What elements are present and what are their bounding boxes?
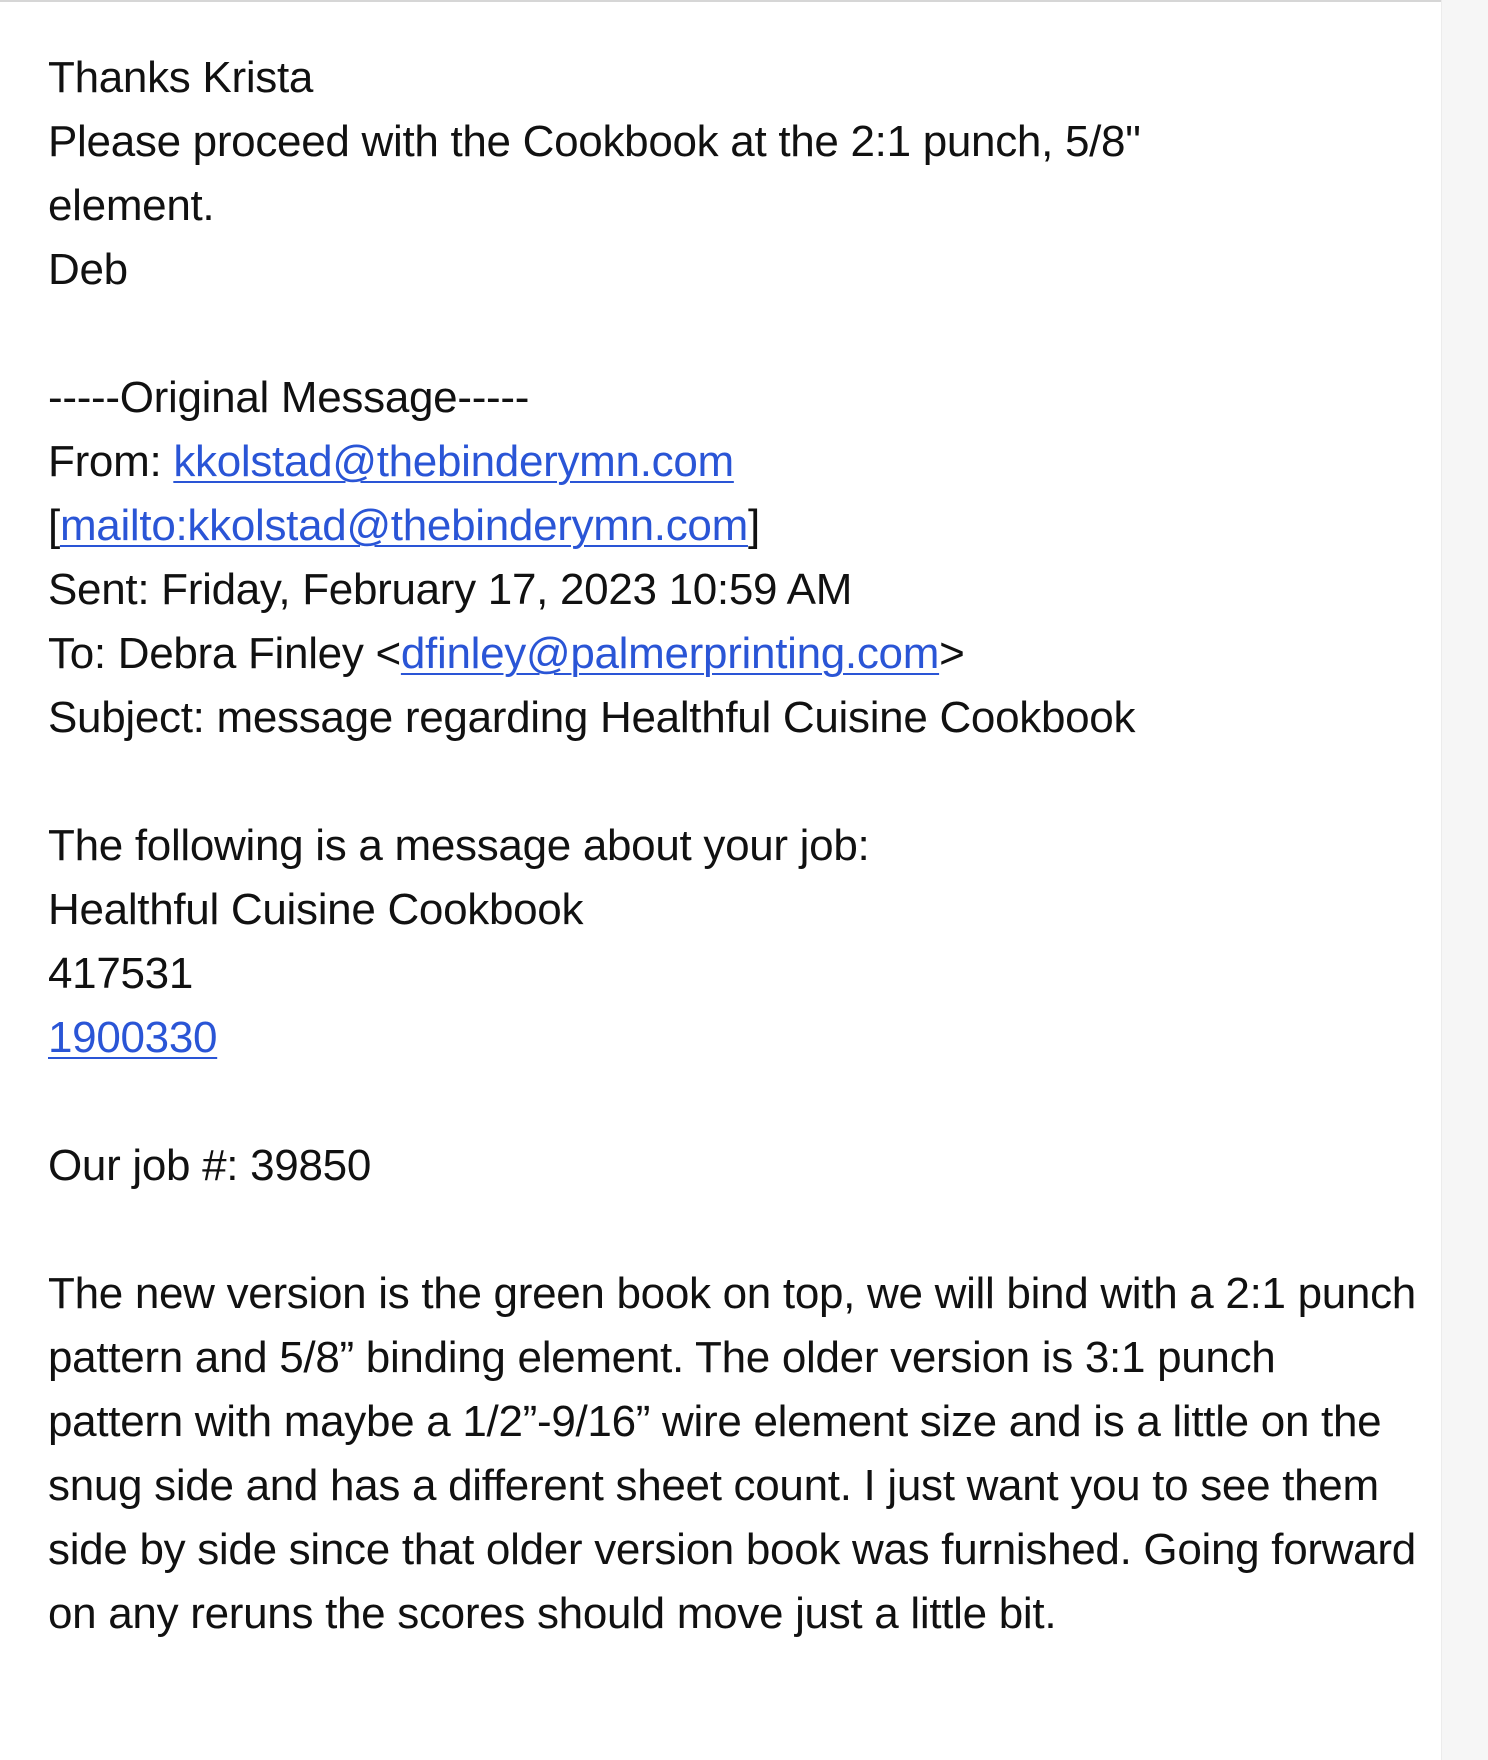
from-email-link[interactable]: kkolstad@thebinderymn.com <box>173 437 734 486</box>
mailto-close-bracket: ] <box>747 501 760 550</box>
from-line <box>48 430 1418 494</box>
subject-line: Subject: message regarding Healthful Cuisine Cookbook <box>48 693 1136 742</box>
reply-line-1: Please proceed with the Cookbook at the 2:1 punch, 5/8" <box>48 117 1141 166</box>
our-job-number: Our job #: 39850 <box>48 1141 371 1190</box>
mailto-open-bracket: [ <box>48 501 60 550</box>
spacer <box>48 750 1418 814</box>
job-number: 417531 <box>48 949 194 998</box>
job-link-line <box>48 1006 1418 1070</box>
reply-greeting: Thanks Krista <box>48 53 314 102</box>
job-name: Healthful Cuisine Cookbook <box>48 885 584 934</box>
to-close: > <box>939 629 965 678</box>
job-intro: The following is a message about your job: <box>48 821 870 870</box>
mailto-line <box>48 494 1418 558</box>
sent-line: Sent: Friday, February 17, 2023 10:59 AM <box>48 565 853 614</box>
from-label: From: <box>48 437 174 486</box>
job-number-link[interactable]: 1900330 <box>48 1013 218 1062</box>
reply-line-2: element. <box>48 181 215 230</box>
to-label: To: Debra Finley < <box>48 629 401 678</box>
spacer <box>48 1070 1418 1134</box>
spacer <box>48 1198 1418 1262</box>
reply-signature: Deb <box>48 245 128 294</box>
original-message-separator: -----Original Message----- <box>48 373 530 422</box>
to-email-link[interactable]: dfinley@palmerprinting.com <box>400 629 940 678</box>
email-body <box>48 46 1418 1646</box>
to-line <box>48 622 1418 686</box>
scrollbar-track[interactable] <box>1441 0 1488 1760</box>
message-paragraph: The new version is the green book on top, we will bind with a 2:1 punch pattern and 5/8” binding element. The older version is 3:1 punch pattern with maybe a 1/2”-9/16” wire element size and is a little on the snug side and has a different sheet count. I just want you to see them side by side since that older version book was furnished. Going forward on any reruns the scores should move just a little bit. <box>48 1269 1416 1638</box>
mailto-link[interactable]: mailto:kkolstad@thebinderymn.com <box>59 501 748 550</box>
top-divider <box>0 0 1488 2</box>
spacer <box>48 302 1418 366</box>
